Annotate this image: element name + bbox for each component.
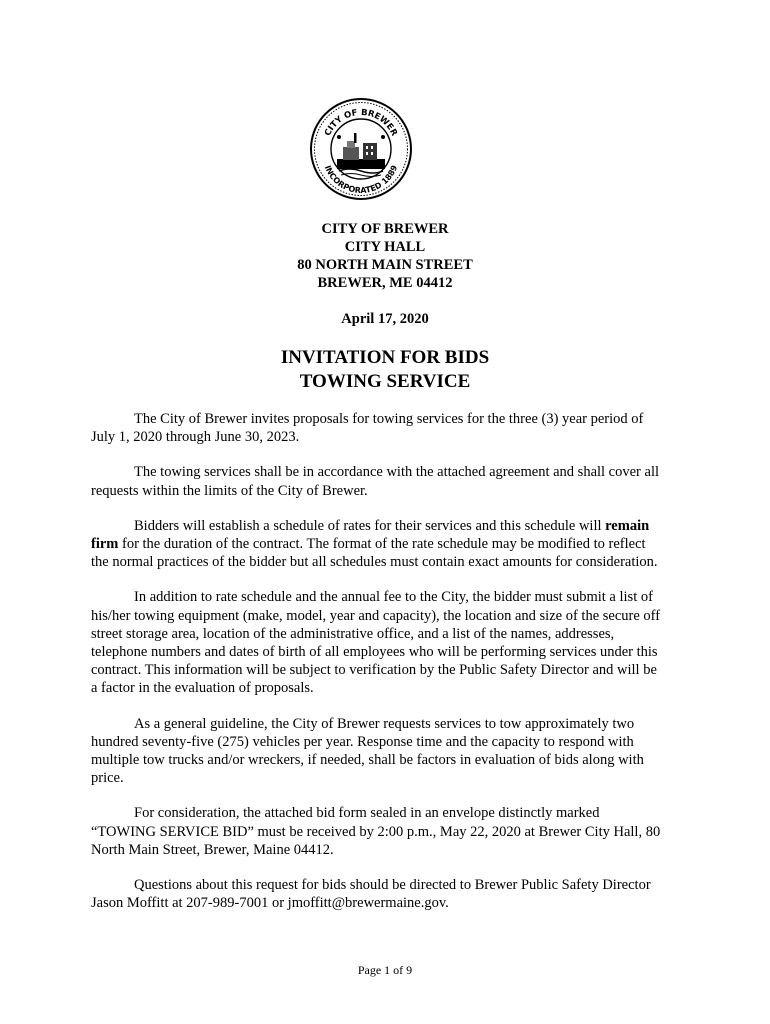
city-seal-logo	[309, 97, 413, 201]
document-body	[91, 410, 664, 929]
paragraph-rates	[91, 517, 664, 572]
city-name: CITY OF BREWER	[321, 221, 449, 237]
page-number: Page 1 of 9	[357, 963, 413, 977]
paragraph-questions: Questions about this request for bids should be directed to Brewer Public Safety Director Jason Moffitt at 207-989-7001 or jmoffitt@brewermaine.gov.	[91, 877, 651, 912]
svg-text:CITY OF BREWER: CITY OF BREWER	[323, 107, 399, 138]
paragraph-term: The City of Brewer invites proposals for towing services for the three (3) year period of July 1, 2020 through June 30, 2023.	[91, 411, 644, 446]
city-state-zip: BREWER, ME 04412	[317, 275, 453, 291]
paragraph-requirements: In addition to rate schedule and the annual fee to the City, the bidder must submit a list of his/her towing equipment (make, model, year and capacity), the location and size of the secure off street storage area, location of the administrative office, and a list of the names, addresses, telephone numbers and dates of birth of all employees who will be performing services under this contract. This information will be subject to verification by the Public Safety Director and will be a factor in the evaluation of proposals.	[91, 589, 661, 697]
paragraph-scope: The towing services shall be in accordance with the attached agreement and shall cover all requests within the limits of the City of Brewer.	[91, 464, 660, 499]
title-line-2: TOWING SERVICE	[299, 371, 471, 392]
document-title	[0, 346, 770, 394]
rates-emphasis: remain firm	[91, 517, 650, 553]
title-line-1: INVITATION FOR BIDS	[280, 347, 490, 368]
street-address: 80 NORTH MAIN STREET	[297, 257, 473, 273]
building-name: CITY HALL	[344, 239, 426, 255]
rates-text-end: for the duration of the contract. The format of the rate schedule may be modified to reflect the normal practices of the bidder but all schedules must contain exact amounts for consideration.	[91, 536, 658, 571]
svg-text:INCORPORATED 1889: INCORPORATED 1889	[322, 164, 400, 196]
letterhead-address	[0, 220, 770, 292]
document-date: April 17, 2020	[341, 311, 429, 327]
paragraph-submission: For consideration, the attached bid form sealed in an envelope distinctly marked “TOWING SERVICE BID” must be received by 2:00 p.m., May 22, 2020 at Brewer City Hall, 80 North Main Street, Brewer, Maine 04412.	[91, 805, 661, 858]
paragraph-guideline: As a general guideline, the City of Brewer requests services to tow approximately two hundred seventy-five (275) vehicles per year. Response time and the capacity to respond with multiple tow trucks and/or wreckers, if needed, shall be factors in evaluation of bids along with price.	[91, 715, 644, 787]
rates-text-start: Bidders will establish a schedule of rates for their services and this schedule will	[134, 517, 606, 534]
